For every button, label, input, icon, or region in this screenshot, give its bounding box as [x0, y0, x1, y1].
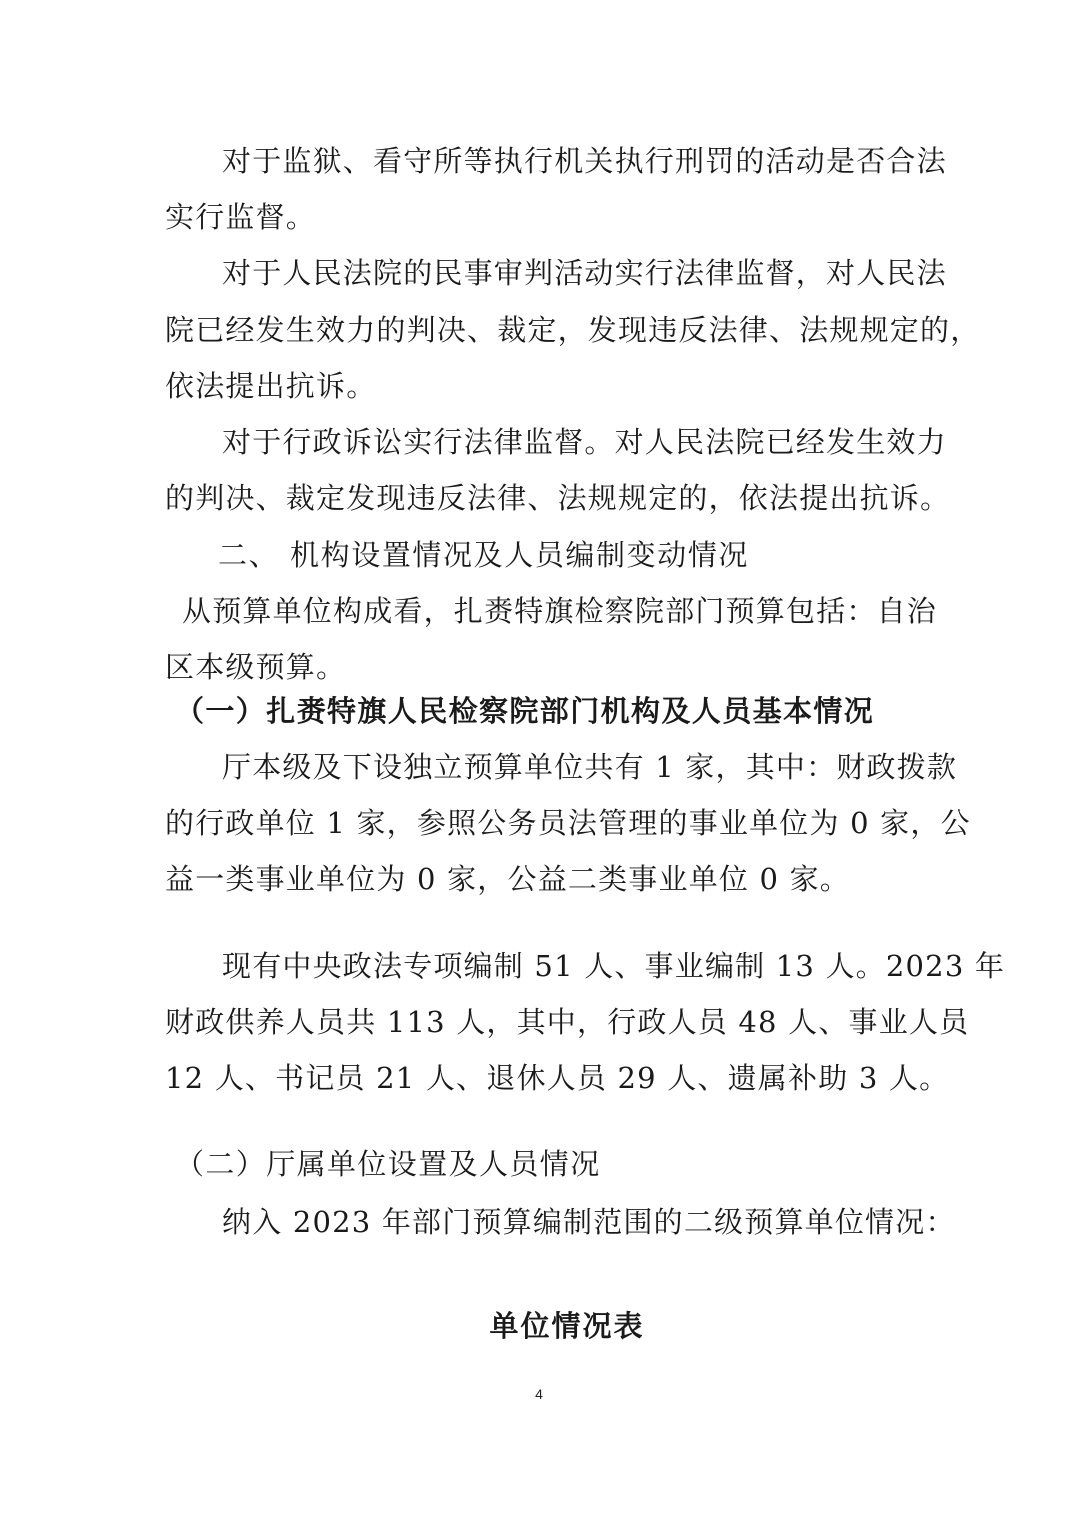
section-heading-2: 二、 机构设置情况及人员编制变动情况	[218, 538, 750, 572]
table-title: 单位情况表	[489, 1309, 645, 1343]
paragraph-2-line-3: 依法提出抗诉。	[165, 369, 377, 403]
paragraph-4-line-1: 从预算单位构成看，扎赉特旗检察院部门预算包括：自治	[182, 594, 938, 628]
paragraph-4-line-2: 区本级预算。	[165, 650, 347, 684]
paragraph-7-line-1: 纳入 2023 年部门预算编制范围的二级预算单位情况：	[222, 1205, 956, 1239]
paragraph-6-line-2: 财政供养人员共 113 人，其中，行政人员 48 人、事业人员	[165, 1005, 970, 1039]
paragraph-1-line-2: 实行监督。	[165, 200, 317, 234]
paragraph-2-line-1: 对于人民法院的民事审判活动实行法律监督，对人民法	[222, 256, 947, 290]
subheading-2: （二）厅属单位设置及人员情况	[175, 1147, 601, 1181]
paragraph-5-line-1: 厅本级及下设独立预算单位共有 1 家，其中：财政拨款	[222, 750, 958, 784]
paragraph-2-line-2: 院已经发生效力的判决、裁定，发现违反法律、法规规定的，	[165, 313, 981, 347]
paragraph-3-line-1: 对于行政诉讼实行法律监督。对人民法院已经发生效力	[222, 425, 947, 459]
paragraph-1-line-1: 对于监狱、看守所等执行机关执行刑罚的活动是否合法	[222, 144, 947, 178]
paragraph-6-line-3: 12 人、书记员 21 人、退休人员 29 人、遗属补助 3 人。	[165, 1061, 950, 1095]
paragraph-5-line-3: 益一类事业单位为 0 家，公益二类事业单位 0 家。	[165, 862, 850, 896]
paragraph-6-line-1: 现有中央政法专项编制 51 人、事业编制 13 人。2023 年	[222, 949, 1006, 983]
subheading-1: （一）扎赉特旗人民检察院部门机构及人员基本情况	[175, 694, 875, 728]
paragraph-3-line-2: 的判决、裁定发现违反法律、法规规定的，依法提出抗诉。	[165, 481, 951, 515]
paragraph-5-line-2: 的行政单位 1 家，参照公务员法管理的事业单位为 0 家，公	[165, 806, 971, 840]
page-number: 4	[535, 1386, 543, 1402]
